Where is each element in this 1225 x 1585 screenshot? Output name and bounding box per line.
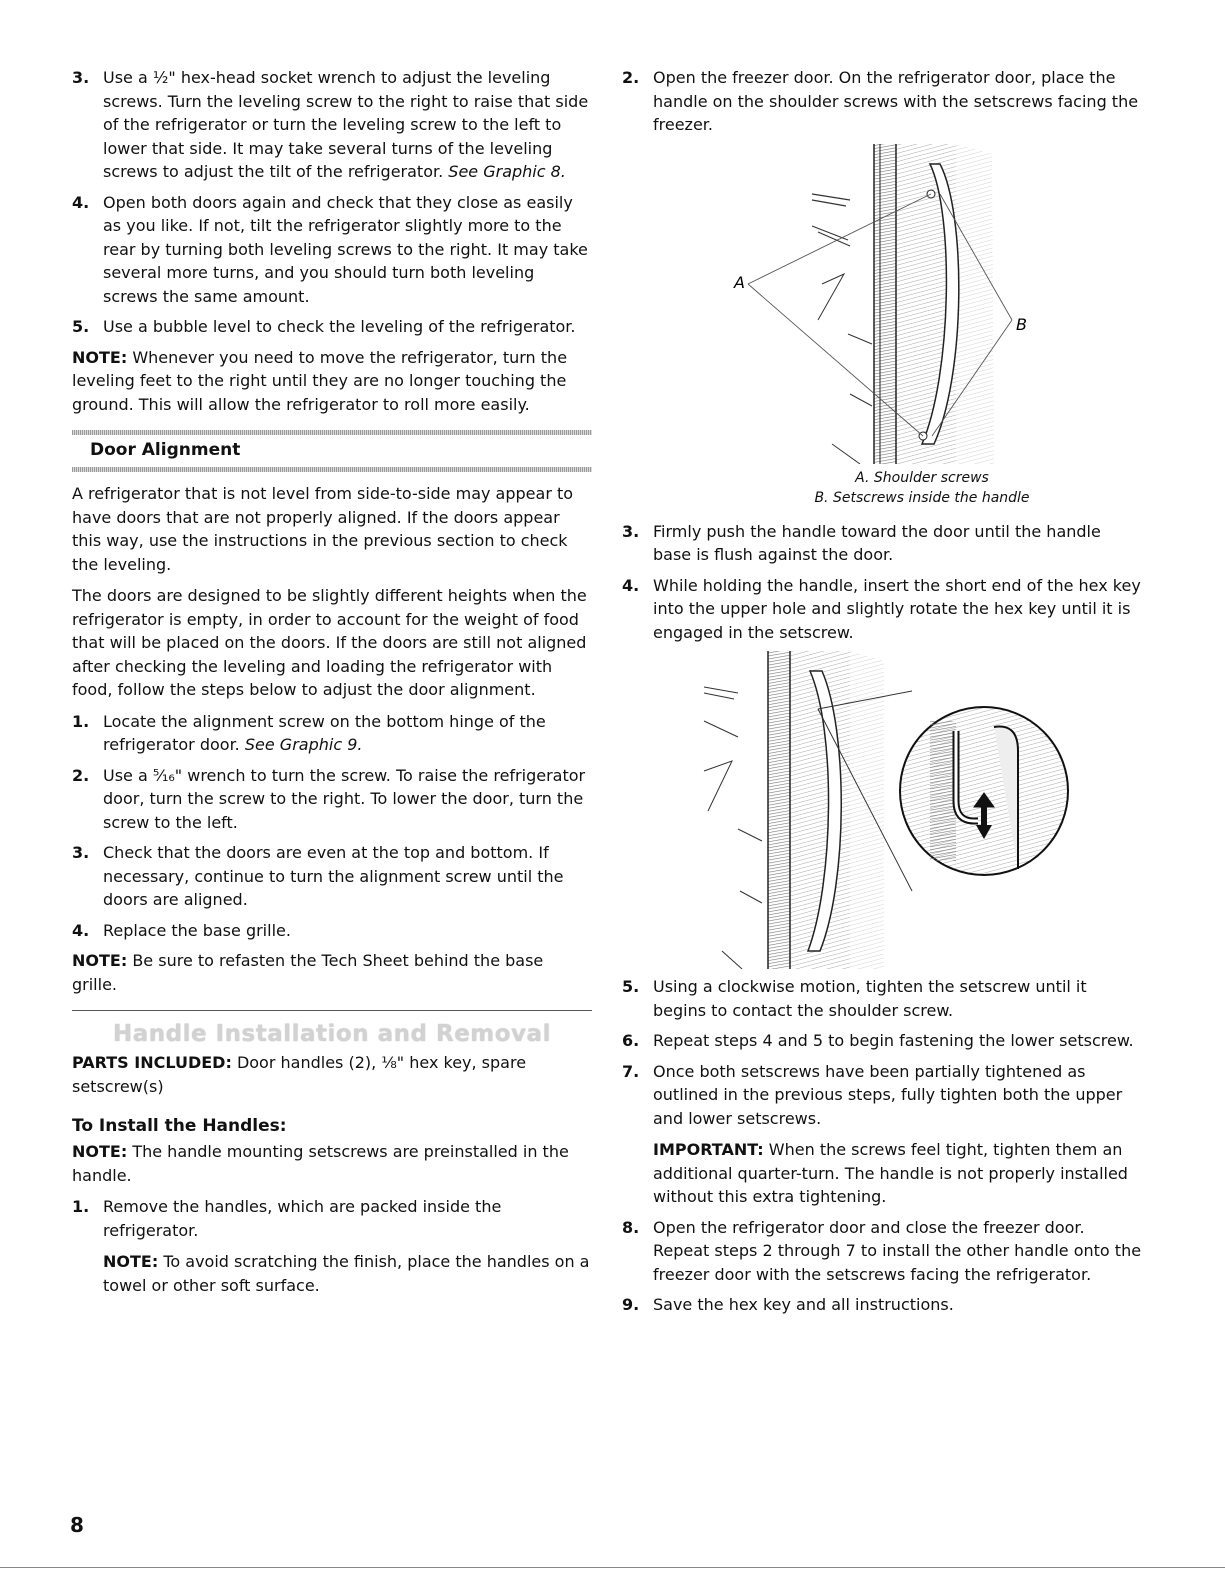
install-steps-end — [622, 975, 1142, 1317]
list-item: 5. Using a clockwise motion, tighten the setscrew until it begins to contact the shoulder screw. — [622, 977, 1087, 1020]
list-item: 4. Open both doors again and check that they close as easily as you like. If not, tilt the refrigerator slightly more to the rear by turning both leveling screws to the right. It may take several more turns, and you should turn both leveling screws the same amount. — [72, 192, 588, 306]
list-item: 9. Save the hex key and all instructions. — [622, 1295, 954, 1314]
divider — [72, 430, 592, 435]
divider — [0, 1567, 1225, 1568]
list-item: 7. Once both setscrews have been partially tightened as outlined in the previous steps, fully tighten both the upper and lower setscrews. IMPORTANT: When the screws feel tight, tighten them an additional quarter-turn. The handle is not properly installed without this extra tightening. — [622, 1060, 1142, 1209]
parts-included: PARTS INCLUDED: Door handles (2), ⅛" hex key, spare setscrew(s) — [72, 1053, 527, 1096]
alignment-steps — [72, 710, 592, 943]
hex-key-figure — [622, 651, 1142, 969]
note-preinstalled: NOTE: The handle mounting setscrews are preinstalled in the handle. — [72, 1142, 569, 1185]
divider — [72, 1010, 592, 1011]
divider — [72, 467, 592, 472]
graphic-reference: See Graphic 8. — [448, 162, 566, 181]
note-tech-sheet: NOTE: Be sure to refasten the Tech Sheet behind the base grille. — [72, 951, 544, 994]
alignment-paragraph-2: The doors are designed to be slightly different heights when the refrigerator is empty, in order to account for the weight of food that will be placed on the doors. If the doors are still not aligned after checking the leveling and loading the refrigerator with food, follow the steps below to adjust the door alignment. — [72, 586, 587, 699]
install-steps-left — [72, 1195, 592, 1297]
list-item: 4. Replace the base grille. — [72, 920, 291, 940]
label-b: B — [1016, 314, 1027, 334]
list-item: 1. Remove the handles, which are packed inside the refrigerator. NOTE: To avoid scratching the finish, place the handles on a towel or other soft surface. — [72, 1195, 592, 1297]
figure-caption-a: A. Shoulder screws — [855, 469, 989, 486]
handle-placement-illustration — [622, 144, 1142, 464]
alignment-paragraph-1: A refrigerator that is not level from side-to-side may appear to have doors that are not properly aligned. If the doors appear this way, use the instructions in the previous section to check the leveling. — [72, 484, 574, 574]
list-item: 2. Use a ⁵⁄₁₆" wrench to turn the screw. To raise the refrigerator door, turn the screw to the right. To lower the door, turn the screw to the left. — [72, 765, 586, 832]
leveling-steps — [72, 66, 592, 339]
handle-installation-heading: Handle Installation and Removal — [113, 1021, 551, 1047]
handle-placement-figure — [622, 144, 1142, 464]
install-steps-right — [622, 66, 1142, 137]
install-steps-mid — [622, 520, 1142, 645]
list-item: 3. Firmly push the handle toward the door until the handle base is flush against the door. — [622, 521, 1101, 564]
list-item: 3. Use a ½" hex-head socket wrench to adjust the leveling screws. Turn the leveling screw to the right to raise that side of the refrigerator or turn the leveling screw to the left to lower that side. It may take several turns of the leveling screws to adjust the tilt of the refrigerator. See Graphic 8. — [72, 68, 589, 181]
list-item: 1. Locate the alignment screw on the bottom hinge of the refrigerator door. See Graphic 9. — [72, 711, 546, 754]
right-column — [622, 66, 1142, 1324]
door-alignment-band — [72, 430, 592, 472]
left-column — [72, 66, 592, 1304]
graphic-reference: See Graphic 9. — [244, 735, 363, 754]
list-item: 4. While holding the handle, insert the short end of the hex key into the upper hole and slightly rotate the hex key until it is engaged in the setscrew. — [622, 575, 1141, 642]
install-handles-title: To Install the Handles: — [72, 1116, 287, 1136]
list-item: 3. Check that the doors are even at the top and bottom. If necessary, continue to turn the alignment screw until the doors are aligned. — [72, 843, 564, 909]
door-alignment-title: Door Alignment — [90, 440, 241, 460]
list-item: 8. Open the refrigerator door and close the freezer door. Repeat steps 2 through 7 to install the other handle onto the freezer door with the setscrews facing the refrigerator. — [622, 1217, 1142, 1284]
label-a: A — [734, 272, 745, 292]
important-note: IMPORTANT: When the screws feel tight, tighten them an additional quarter-turn. The handle is not properly installed without this extra tightening. — [653, 1140, 1128, 1206]
note-move-refrigerator: NOTE: Whenever you need to move the refrigerator, turn the leveling feet to the right until they are no longer touching the ground. This will allow the refrigerator to roll more easily. — [72, 347, 568, 414]
page-number: 8 — [70, 1513, 84, 1537]
hex-key-illustration — [622, 651, 1142, 969]
list-item: 2. Open the freezer door. On the refrigerator door, place the handle on the shoulder screws with the setscrews facing the freezer. — [622, 68, 1139, 134]
note-scratching: NOTE: To avoid scratching the finish, place the handles on a towel or other soft surface. — [103, 1252, 590, 1295]
list-item: 5. Use a bubble level to check the leveling of the refrigerator. — [72, 317, 576, 336]
list-item: 6. Repeat steps 4 and 5 to begin fastening the lower setscrew. — [622, 1031, 1134, 1050]
figure-caption-b: B. Setscrews inside the handle — [814, 489, 1030, 506]
